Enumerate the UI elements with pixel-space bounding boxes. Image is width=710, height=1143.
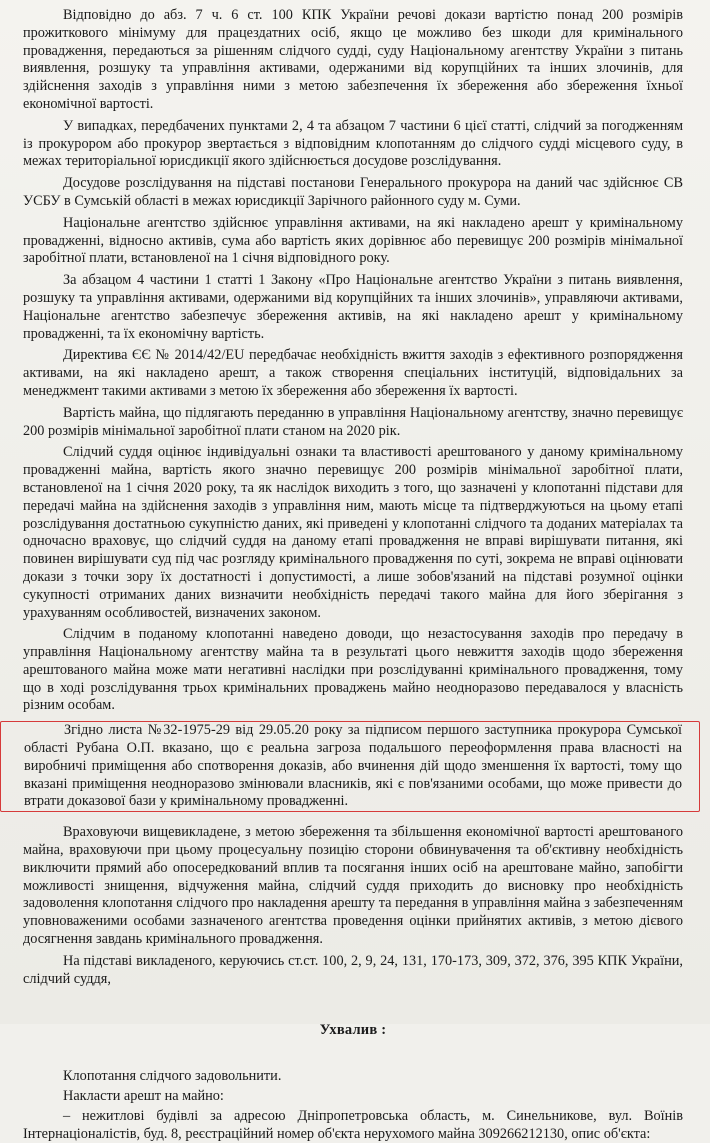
paragraph-investigator-arguments: Слідчим в поданому клопотанні наведено доводи, що незастосування заходів про передачу в управління Національному агентству майна та в результаті цього невжиття заходів щодо збереження арештованого майна може мати негативні наслідки при розслідуванні кримінального провадження, тому що в ході розслідування трьох кримінальних проваджень майно неодноразово передавалося у власність різним особам. — [23, 626, 683, 714]
paragraph-agency-management: Національне агентство здійснює управління активами, на які накладено арешт у кримінальному провадженні, відносно активів, сума або вартість яких дорівнює або перевищує 200 розмірів мінімальної заробітної плати, встановленої на 1 січня відповідного року. — [23, 214, 683, 267]
paragraph-cases: У випадках, передбачених пунктами 2, 4 та абзацом 7 частини 6 цієї статті, слідчий за погодженням із прокурором або прокурор звертається з відповідним клопотанням до слідчого судді місцевого суду, в межах територіальної юрисдикції якого здійснюється досудове розслідування. — [23, 117, 683, 170]
paragraph-conclusion: Враховуючи вищевикладене, з метою збереження та збільшення економічної вартості арештованого майна, враховуючи при цьому процесуальну позицію сторони обвинувачення та об'єктивну необхідність виключити прямий або опосередкований вплив та посягання інших осіб на арештоване майно, запобігти можливості знищення, відчуження майна, слідчий суддя приходить до висновку про необхідність задоволення клопотання слідчого про накладення арешту та передання в управління майна з забезпеченням уповноваженими особами зазначеного агентства проведення оцінки прийнятих активів, з метою дієвого досягнення завдань кримінального провадження. — [23, 824, 683, 948]
paragraph-legal-basis: На підставі викладеного, керуючись ст.ст. 100, 2, 9, 24, 131, 170-173, 309, 372, 376, 395 КПК України, слідчий суддя, — [23, 952, 683, 987]
paragraph-law-article: За абзацом 4 частини 1 статті 1 Закону «Про Національне агентство України з питань виявлення, розшуку та управління активами, одержаними від корупційних та інших злочинів», управляючи активами, Національне агентство забезпечує збереження активів, на які накладено арешт у кримінальному провадженні, та їх економічну вартість. — [23, 272, 683, 342]
decision-heading: Ухвалив : — [319, 1022, 387, 1039]
paragraph-evidence-transfer: Відповідно до абз. 7 ч. 6 ст. 100 КПК України речові докази вартістю понад 200 розмірів прожиткового мінімуму для працездатних осіб, якщо це можливо без шкоди для кримінального провадження, передаються за рішенням слідчого судді, суду Національному агентству України з питань виявлення, розшуку та управління активами, одержаними від корупційних та інших злочинів, для здійснення заходів з управління ними з метою забезпечення їх збереження або збереження їхньої економічної вартості. — [23, 7, 683, 112]
paragraph-investigation: Досудове розслідування на підставі постанови Генерального прокурора на даний час здійснює СВ УСБУ в Сумській області в межах юрисдикції Зарічного районного суду м. Суми. — [23, 175, 683, 209]
decision-line-arrest: Накласти арешт на майно: — [63, 1088, 224, 1105]
paragraph-property-value: Вартість майна, що підлягають переданню в управління Національному агентству, значно перевищує 200 розмірів мінімальної заробітної плати станом на 2020 рік. — [23, 404, 683, 439]
highlighted-paragraph-box — [0, 721, 700, 812]
paragraph-directive: Директива ЄЄ № 2014/42/EU передбачає необхідність вжиття заходів з ефективного розпорядження активами, на які накладено арешт, а також створення спеціальних інституцій, відповідальних за менеджмент такими активами з метою їх збереження або збереження їх вартості. — [23, 347, 683, 399]
decision-line-grant: Клопотання слідчого задовольнити. — [63, 1068, 282, 1085]
decision-item-building: – нежитлові будівлі за адресою Дніпропетровська область, м. Синельникове, вул. Воїнів Інтернаціоналістів, буд. 8, реєстраційний номер об'єкта нерухомого майна 309266212130, опис об'єкта: — [23, 1107, 683, 1142]
paragraph-judge-assessment: Слідчий суддя оцінює індивідуальні ознаки та властивості арештованого у даному кримінальному провадженні майна, вартість якого значно перевищує 200 розмірів мінімальної заробітної плати, встановленої на 1 січня 2020 року, та як наслідок виходить з того, що зазначені у клопотанні підстави для передачі майна на здійснення заходів з управління ним, мають місце та підтверджуються на цьому етапі розслідування достатньою сукупністю даних, які приведені у клопотанні слідчого та доданих матеріалах та одночасно враховує, що слідчий суддя на даному етапі провадження не вправі вирішувати питання, які повинен вирішувати суд під час розгляду кримінального провадження по суті, зокрема не вправі оцінювати докази з точки зору їх достатності і допустимості, а лише зобов'язаний на підставі розумної оцінки сукупності отриманих даних визначити необхідність передачі такого майна для його зберігання з урахуванням особливостей, визначених законом. — [23, 444, 683, 621]
document-body — [23, 7, 683, 1143]
highlighted-paragraph: Згідно листа №32-1975-29 від 29.05.20 року за підписом першого заступника прокурора Сумської області Рубана О.П. вказано, що є реальна загроза подальшого переоформлення права власності на виробничі приміщення або спотворення доказів, або вчинення дій щодо зменшення їх вартості, тому що вказані приміщення неодноразово змінювали власників, які є пов'язаними особами, що може привести до втрати доказової бази у кримінальному провадженні. — [24, 722, 682, 810]
